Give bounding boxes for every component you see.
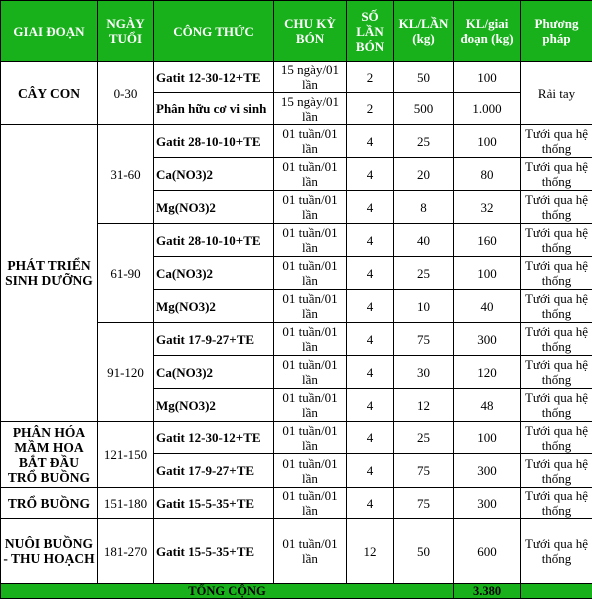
table-row	[1, 62, 592, 93]
total-cell: 120	[454, 356, 521, 389]
times-cell: 4	[347, 356, 394, 389]
formula-cell: Mg(NO3)2	[154, 389, 274, 422]
stage-phat-trien: PHÁT TRIỂN SINH DƯỠNG	[1, 125, 98, 422]
age-cell: 151-180	[98, 488, 154, 519]
method-cell: Tưới qua hệ thống	[521, 158, 592, 191]
formula-cell: Gatit 15-5-35+TE	[154, 519, 274, 584]
cycle-cell: 01 tuần/01 lần	[274, 323, 347, 356]
total-cell: 600	[454, 519, 521, 584]
times-cell: 4	[347, 454, 394, 488]
kg-cell: 50	[394, 519, 454, 584]
kg-cell: 75	[394, 488, 454, 519]
kg-cell: 75	[394, 454, 454, 488]
total-empty-cell	[521, 584, 592, 599]
formula-cell: Ca(NO3)2	[154, 356, 274, 389]
formula-cell: Mg(NO3)2	[154, 191, 274, 224]
method-cell: Tưới qua hệ thống	[521, 422, 592, 454]
kg-cell: 40	[394, 224, 454, 257]
formula-cell: Ca(NO3)2	[154, 257, 274, 290]
header-kg-per-stage: KL/giai đoạn (kg)	[454, 1, 521, 62]
total-cell: 300	[454, 323, 521, 356]
times-cell: 4	[347, 323, 394, 356]
header-stage: GIAI ĐOẠN	[1, 1, 98, 62]
kg-cell: 500	[394, 93, 454, 125]
header-method: Phương pháp	[521, 1, 592, 62]
method-cell: Tưới qua hệ thống	[521, 191, 592, 224]
kg-cell: 10	[394, 290, 454, 323]
header-cycle: CHU KỲ BÓN	[274, 1, 347, 62]
stage-tro-buong: TRỔ BUỒNG	[1, 488, 98, 519]
method-cell: Tưới qua hệ thống	[521, 488, 592, 519]
kg-cell: 20	[394, 158, 454, 191]
cycle-cell: 15 ngày/01 lần	[274, 93, 347, 125]
cycle-cell: 15 ngày/01 lần	[274, 62, 347, 93]
cycle-cell: 01 tuần/01 lần	[274, 224, 347, 257]
table-row	[1, 422, 592, 454]
stage-nuoi-buong: NUÔI BUỒNG - THU HOẠCH	[1, 519, 98, 584]
table-row	[1, 519, 592, 584]
age-cell: 0-30	[98, 62, 154, 125]
formula-cell: Gatit 15-5-35+TE	[154, 488, 274, 519]
times-cell: 4	[347, 290, 394, 323]
times-cell: 4	[347, 389, 394, 422]
kg-cell: 8	[394, 191, 454, 224]
kg-cell: 75	[394, 323, 454, 356]
times-cell: 4	[347, 488, 394, 519]
kg-cell: 50	[394, 62, 454, 93]
formula-cell: Gatit 28-10-10+TE	[154, 125, 274, 158]
cycle-cell: 01 tuần/01 lần	[274, 257, 347, 290]
formula-cell: Gatit 12-30-12+TE	[154, 422, 274, 454]
method-cell: Tưới qua hệ thống	[521, 454, 592, 488]
total-cell: 32	[454, 191, 521, 224]
total-cell: 48	[454, 389, 521, 422]
age-cell: 61-90	[98, 224, 154, 323]
cycle-cell: 01 tuần/01 lần	[274, 356, 347, 389]
method-cell: Tưới qua hệ thống	[521, 389, 592, 422]
total-cell: 300	[454, 488, 521, 519]
cycle-cell: 01 tuần/01 lần	[274, 191, 347, 224]
kg-cell: 30	[394, 356, 454, 389]
cycle-cell: 01 tuần/01 lần	[274, 290, 347, 323]
header-age: NGÀY TUỔI	[98, 1, 154, 62]
times-cell: 2	[347, 62, 394, 93]
total-cell: 300	[454, 454, 521, 488]
method-cell: Tưới qua hệ thống	[521, 224, 592, 257]
total-cell: 80	[454, 158, 521, 191]
total-row	[1, 584, 592, 599]
formula-cell: Phân hữu cơ vi sinh	[154, 93, 274, 125]
stage-phan-hoa: PHÂN HÓA MẦM HOA BẮT ĐẦU TRỔ BUỒNG	[1, 422, 98, 488]
formula-cell: Mg(NO3)2	[154, 290, 274, 323]
method-cell: Tưới qua hệ thống	[521, 257, 592, 290]
grand-total: 3.380	[454, 584, 521, 599]
times-cell: 4	[347, 191, 394, 224]
age-cell: 181-270	[98, 519, 154, 584]
header-times: SỐ LẦN BÓN	[347, 1, 394, 62]
table-row	[1, 488, 592, 519]
total-cell: 1.000	[454, 93, 521, 125]
total-cell: 100	[454, 257, 521, 290]
formula-cell: Gatit 17-9-27+TE	[154, 454, 274, 488]
cycle-cell: 01 tuần/01 lần	[274, 519, 347, 584]
age-cell: 121-150	[98, 422, 154, 488]
formula-cell: Gatit 17-9-27+TE	[154, 323, 274, 356]
total-cell: 100	[454, 422, 521, 454]
cycle-cell: 01 tuần/01 lần	[274, 422, 347, 454]
method-cell: Tưới qua hệ thống	[521, 125, 592, 158]
cycle-cell: 01 tuần/01 lần	[274, 125, 347, 158]
formula-cell: Gatit 28-10-10+TE	[154, 224, 274, 257]
method-cell: Tưới qua hệ thống	[521, 356, 592, 389]
header-formula: CÔNG THỨC	[154, 1, 274, 62]
stage-cay-con: CÂY CON	[1, 62, 98, 125]
times-cell: 4	[347, 257, 394, 290]
header-row	[1, 1, 592, 62]
total-cell: 100	[454, 62, 521, 93]
total-cell: 40	[454, 290, 521, 323]
age-cell: 31-60	[98, 125, 154, 224]
cycle-cell: 01 tuần/01 lần	[274, 158, 347, 191]
kg-cell: 25	[394, 422, 454, 454]
times-cell: 4	[347, 224, 394, 257]
total-cell: 160	[454, 224, 521, 257]
times-cell: 4	[347, 422, 394, 454]
times-cell: 12	[347, 519, 394, 584]
kg-cell: 25	[394, 257, 454, 290]
kg-cell: 25	[394, 125, 454, 158]
total-label: TỔNG CỘNG	[1, 584, 454, 599]
kg-cell: 12	[394, 389, 454, 422]
formula-cell: Gatit 12-30-12+TE	[154, 62, 274, 93]
cycle-cell: 01 tuần/01 lần	[274, 488, 347, 519]
method-cell: Tưới qua hệ thống	[521, 290, 592, 323]
table-row	[1, 125, 592, 158]
cycle-cell: 01 tuần/01 lần	[274, 454, 347, 488]
times-cell: 2	[347, 93, 394, 125]
total-cell: 100	[454, 125, 521, 158]
age-cell: 91-120	[98, 323, 154, 422]
cycle-cell: 01 tuần/01 lần	[274, 389, 347, 422]
times-cell: 4	[347, 125, 394, 158]
formula-cell: Ca(NO3)2	[154, 158, 274, 191]
method-cell: Tưới qua hệ thống	[521, 519, 592, 584]
times-cell: 4	[347, 158, 394, 191]
method-cell: Rải tay	[521, 62, 592, 125]
header-kg-per-time: KL/LẦN (kg)	[394, 1, 454, 62]
method-cell: Tưới qua hệ thống	[521, 323, 592, 356]
